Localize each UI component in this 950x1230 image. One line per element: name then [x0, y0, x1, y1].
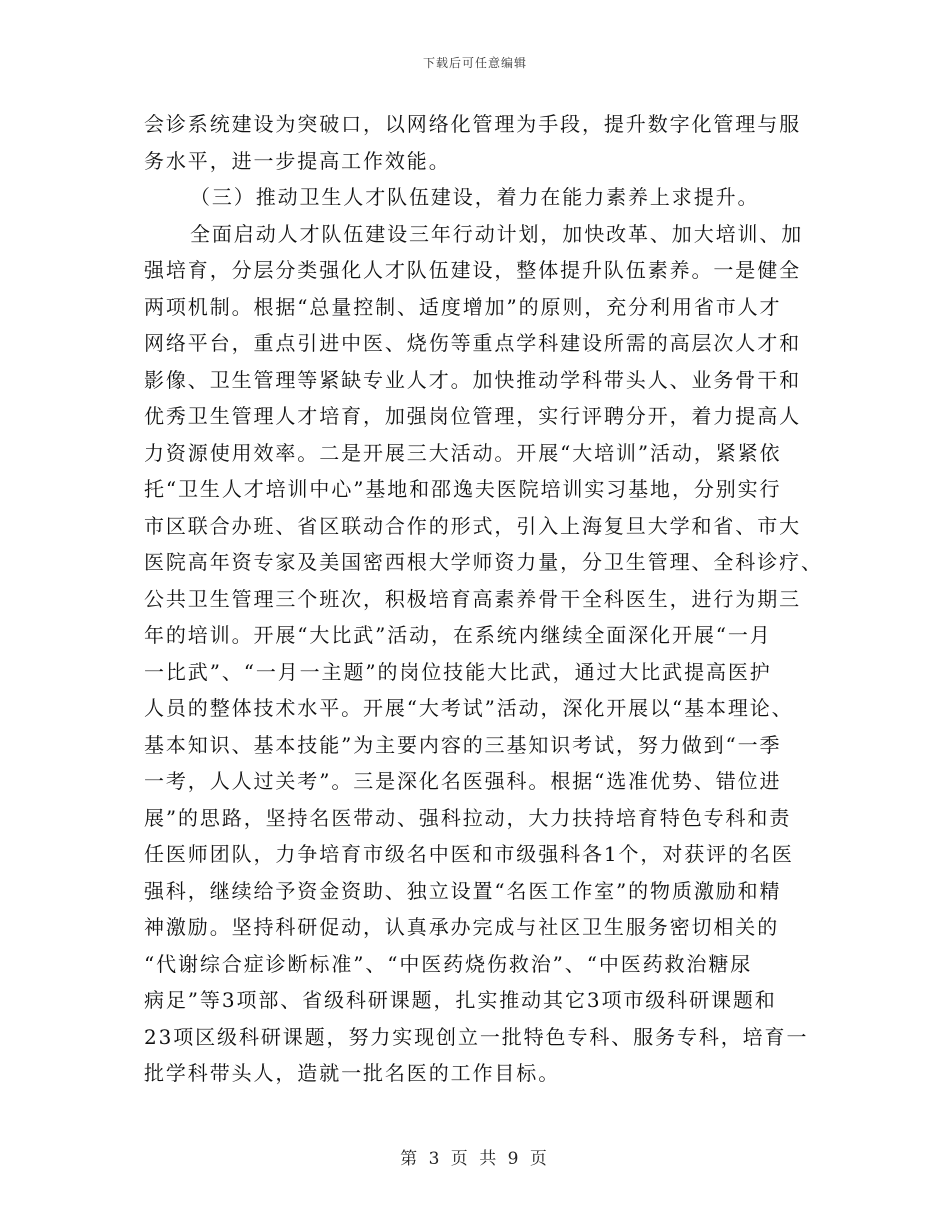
body-line: 病足”等3项部、省级科研课题，扎实推动其它3项市级科研课题和 [144, 988, 777, 1012]
section-heading: （三）推动卫生人才队伍建设，着力在能力素养上求提升。 [190, 185, 760, 209]
body-line: 优秀卫生管理人才培育，加强岗位管理，实行评聘分开，着力提高人 [144, 404, 801, 428]
body-line: 强科，继续给予资金资助、独立设置“名医工作室”的物质激励和精 [144, 878, 782, 903]
body-line: 务水平，进一步提高工作效能。 [144, 148, 451, 173]
body-line: 强培育，分层分类强化人才队伍建设，整体提升队伍素养。一是健全 [144, 258, 801, 282]
body-line: 力资源使用效率。二是开展三大活动。开展“大培训”活动，紧紧依 [144, 440, 782, 465]
body-line: 公共卫生管理三个班次，积极培育高素养骨干全科医生，进行为期三 [144, 586, 801, 611]
body-line: 两项机制。根据“总量控制、适度增加”的原则，充分利用省市人才 [144, 294, 782, 319]
body-line: “代谢综合症诊断标准”、“中医药烧伤救治”、“中医药救治糖尿 [144, 951, 753, 976]
body-line: 展”的思路，坚持名医带动、强科拉动，大力扶持培育特色专科和责 [144, 805, 792, 830]
body-line: 托“卫生人才培训中心”基地和邵逸夫医院培训实习基地，分别实行 [144, 477, 782, 501]
body-line: 批学科带头人，造就一批名医的工作目标。 [144, 1061, 561, 1085]
body-line: 市区联合办班、省区联动合作的形式，引入上海复旦大学和省、市大 [144, 513, 801, 538]
body-line: 会诊系统建设为突破口，以网络化管理为手段，提升数字化管理与服 [144, 112, 801, 136]
body-line: 医院高年资专家及美国密西根大学师资力量，分卫生管理、全科诊疗、 [144, 550, 823, 574]
body-line: 神激励。坚持科研促动，认真承办完成与社区卫生服务密切相关的 [144, 915, 780, 939]
body-line: 基本知识、基本技能”为主要内容的三基知识考试，努力做到“一季 [144, 732, 782, 757]
body-line: 一考，人人过关考”。三是深化名医强科。根据“选准优势、错位进 [144, 769, 782, 793]
body-line: 23项区级科研课题，努力实现创立一批特色专科、服务专科，培育一 [144, 1024, 809, 1049]
page-header: 下载后可任意编辑 [422, 56, 527, 70]
body-line: 年的培训。开展“大比武”活动，在系统内继续全面深化开展“一月 [144, 623, 772, 647]
body-line: 任医师团队，力争培育市级名中医和市级强科各1个，对获评的名医 [144, 842, 794, 866]
page-number: 第 3 页 共 9 页 [400, 1149, 550, 1169]
body-line: 人员的整体技术水平。开展“大考试”活动，深化开展以“基本理论、 [144, 696, 794, 720]
document-body [144, 106, 823, 1092]
body-line: 影像、卫生管理等紧缺专业人才。加快推动学科带头人、业务骨干和 [144, 367, 801, 392]
body-line: 全面启动人才队伍建设三年行动计划，加快改革、加大培训、加 [190, 221, 804, 246]
body-line: 网络平台，重点引进中医、烧伤等重点学科建设所需的高层次人才和 [144, 331, 801, 355]
body-line: 一比武”、“一月一主题”的岗位技能大比武，通过大比武提高医护 [144, 659, 772, 684]
